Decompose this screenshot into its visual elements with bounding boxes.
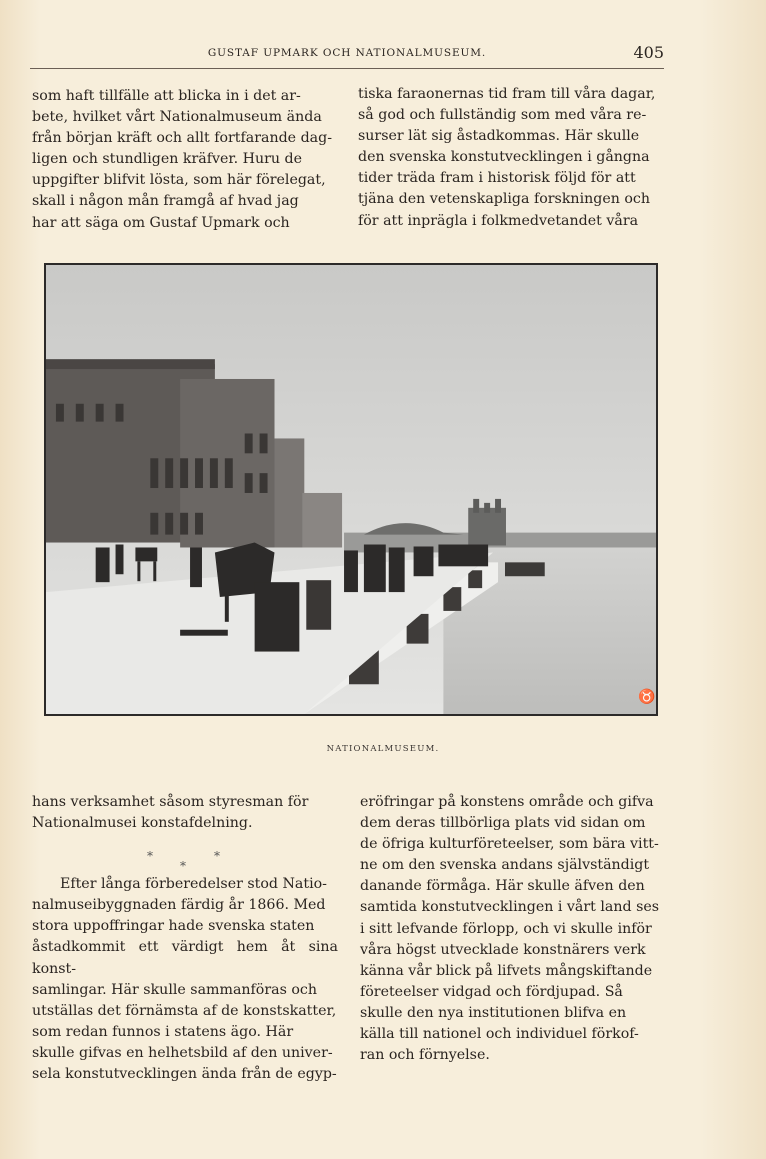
- paragraph-line: Efter långa förberedelser stod Natio-: [60, 876, 327, 893]
- paragraph-line: dem deras tillbörliga plats vid sidan om: [360, 815, 646, 832]
- separator-star: *: [214, 849, 220, 864]
- paragraph-line: ligen och stundligen kräfver. Huru de: [32, 151, 303, 168]
- paragraph-line: stora uppoffringar hade svenska staten: [32, 918, 315, 935]
- paragraph-line: ne om den svenska andans självständigt: [360, 857, 650, 874]
- paragraph-line: källa till nationel och individuel förkof-: [360, 1026, 639, 1043]
- paragraph-line: bete, hvilket vårt Nationalmuseum ända: [32, 109, 322, 126]
- paragraph-line: de öfriga kulturföreteelser, som bära vitt-: [360, 836, 659, 853]
- paragraph-line: skulle gifvas en helhetsbild af den univer-: [32, 1044, 333, 1061]
- text-column-bottom-left: [32, 792, 338, 1085]
- text-column-bottom-right: [360, 792, 667, 1066]
- separator-star: *: [180, 859, 186, 874]
- paragraph-line: den svenska konstutvecklingen i gångna: [358, 149, 650, 166]
- paragraph-line: samlingar. Här skulle sammanföras och: [32, 981, 317, 998]
- paragraph-line: som haft tillfälle att blicka in i det ar-: [32, 88, 301, 104]
- paragraph-line: skall i någon mån framgå af hvad jag: [32, 193, 299, 210]
- figure-caption: NATIONALMUSEUM.: [326, 744, 440, 754]
- photograph-nationalmuseum: [44, 263, 658, 716]
- page-number: 405: [633, 43, 664, 62]
- paragraph-line: Nationalmusei konstafdelning.: [32, 815, 253, 832]
- paragraph-line: våra högst utvecklade konstnärers verk: [360, 941, 646, 958]
- section-separator: [32, 834, 338, 874]
- paragraph-line: känna vår blick på lifvets mångskiftande: [360, 962, 653, 979]
- paragraph-line: i sitt lefvande förlopp, och vi skulle inför: [360, 920, 652, 937]
- paragraph-line: tjäna den vetenskapliga forskningen och: [358, 191, 650, 208]
- text-column-top-left: [32, 86, 336, 234]
- paragraph-line: nalmuseibyggnaden färdig år 1866. Med: [32, 897, 326, 914]
- paragraph-line: ran och förnyelse.: [360, 1047, 490, 1064]
- text-column-top-right: [358, 84, 666, 232]
- paragraph-line: från början kräft och allt fortfarande dag-: [32, 130, 332, 147]
- separator-star: *: [147, 849, 153, 864]
- paragraph-line: som redan funnos i statens ägo. Här: [32, 1023, 294, 1040]
- paragraph-line: samtida konstutvecklingen i vårt land ses: [360, 899, 660, 916]
- paragraph-line: åstadkommit ett värdigt hem åt sina konst-: [32, 939, 338, 977]
- running-title: GUSTAF UPMARK OCH NATIONALMUSEUM.: [207, 47, 487, 59]
- paragraph-line: uppgifter blifvit lösta, som här förelegat,: [32, 172, 326, 189]
- paragraph-line: har att säga om Gustaf Upmark och: [32, 214, 290, 231]
- paragraph-line: sela konstutvecklingen ända från de egyp-: [32, 1066, 337, 1083]
- monogram: ♉: [638, 689, 656, 706]
- paragraph-line: eröfringar på konstens område och gifva: [360, 794, 654, 810]
- paragraph-line: danande förmåga. Här skulle äfven den: [360, 878, 645, 895]
- paragraph-line: tiska faraonernas tid fram till våra dagar,: [358, 86, 656, 102]
- paragraph-line: hans verksamhet såsom styresman för: [32, 794, 309, 810]
- paragraph-line: för att inprägla i folkmedvetandet våra: [358, 212, 639, 229]
- paragraph-line: utställas det förnämsta af de konstskatter,: [32, 1002, 337, 1019]
- paragraph-line: skulle den nya institutionen blifva en: [360, 1004, 627, 1021]
- paragraph-line: surser lät sig åstadkommas. Här skulle: [358, 128, 640, 145]
- paragraph-line: tider träda fram i historisk följd för att: [358, 170, 636, 187]
- photograph-illustration: [46, 265, 656, 714]
- paragraph-line: så god och fullständig som med våra re-: [358, 107, 647, 124]
- paragraph-line: företeelser vidgad och fördjupad. Så: [360, 983, 623, 1000]
- running-head: [30, 44, 664, 69]
